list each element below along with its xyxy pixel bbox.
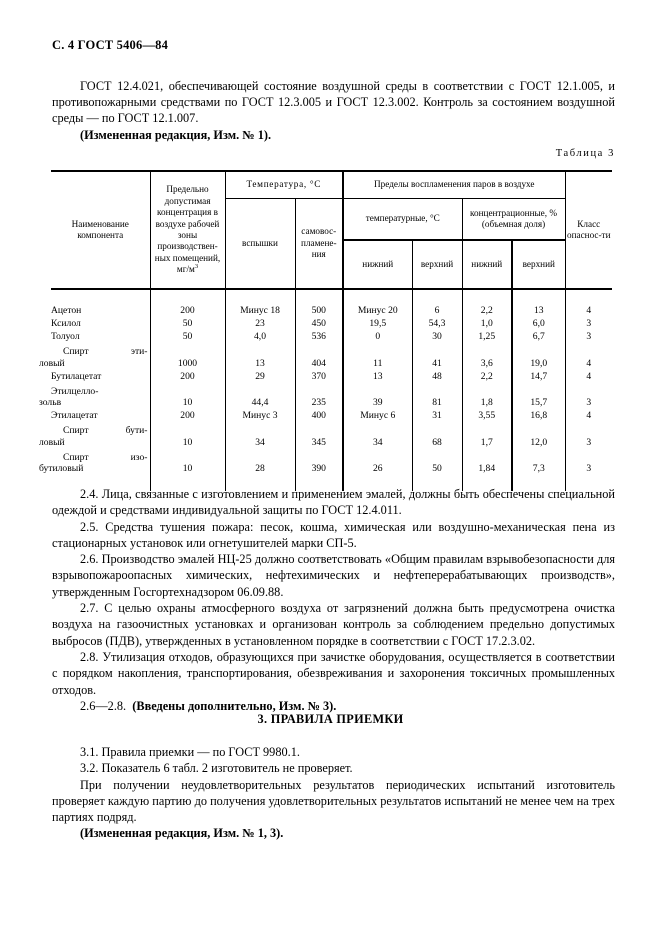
table-header-rule — [51, 289, 612, 303]
header-component: Наименование компонента — [51, 171, 150, 289]
cell-temp-upper: 31 — [412, 409, 462, 422]
header-mpc-superscript: 3 — [194, 263, 199, 271]
rule-cell-3 — [225, 289, 295, 303]
cell-temp-lower: Минус 6 — [343, 409, 412, 422]
section-3-title: 3. ПРАВИЛА ПРИЕМКИ — [257, 712, 404, 726]
cell-temp-lower: 11 — [343, 343, 412, 369]
cell-hazard: 4 — [565, 303, 612, 316]
cell-temp-upper: 68 — [412, 422, 462, 448]
header-temp-upper: верхний — [412, 240, 462, 289]
cell-temp-lower: 26 — [343, 448, 412, 474]
table-row — [51, 343, 612, 369]
header-hazard-class: Класс опаснос-ти — [565, 171, 612, 289]
cell-mpc: 1000 — [150, 343, 225, 369]
cell-autoignition: 370 — [295, 369, 343, 382]
header-conc-upper: верхний — [512, 240, 565, 289]
cell-hazard: 4 — [565, 369, 612, 382]
component-name-line-1: Спирт эти- — [63, 346, 148, 358]
header-autoignition-point: самовос-пламене-ния — [295, 199, 343, 290]
rule-cell-5 — [343, 289, 412, 303]
cell-flash: Минус 3 — [225, 409, 295, 422]
cell-conc-upper: 16,8 — [512, 409, 565, 422]
rule-cell-9 — [565, 289, 612, 303]
clause-note-bold: (Введены дополнительно, Изм. № 3). — [132, 698, 337, 713]
cell-temp-lower: 19,5 — [343, 316, 412, 329]
cell-conc-upper: 12,0 — [512, 422, 565, 448]
clause-3-1: 3.1. Правила приемки — по ГОСТ 9980.1. — [80, 745, 300, 759]
table-row — [51, 316, 612, 329]
cell-conc-lower: 1,8 — [462, 382, 512, 408]
header-temperature-limits: температурные, °С — [343, 199, 462, 241]
component-name-line-2: ловый — [39, 436, 65, 448]
cell-conc-upper: 13 — [512, 303, 565, 316]
cell-temp-upper: 50 — [412, 448, 462, 474]
cell-flash: 44,4 — [225, 382, 295, 408]
header-conc-lower: нижний — [462, 240, 512, 289]
cell-conc-lower: 2,2 — [462, 369, 512, 382]
rule-cell-6 — [412, 289, 462, 303]
header-concentration-limits: концентрационные, % (объемная доля) — [462, 199, 565, 241]
table-caption: Таблица 3 — [555, 148, 615, 159]
cell-autoignition: 390 — [295, 448, 343, 474]
cell-component-name — [51, 329, 150, 342]
cell-hazard: 4 — [565, 409, 612, 422]
cell-conc-lower: 2,2 — [462, 303, 512, 316]
component-name-line-2: бутиловый — [39, 463, 84, 475]
cell-component-name — [39, 382, 150, 409]
intro-paragraph-2: (Измененная редакция, Изм. № 1). — [80, 127, 272, 142]
component-name-line-2: зольв — [39, 397, 62, 409]
cell-mpc: 50 — [150, 316, 225, 329]
header-flash-point: вспышки — [225, 199, 295, 290]
cell-temp-upper: 81 — [412, 382, 462, 408]
cell-autoignition: 235 — [295, 382, 343, 408]
cell-mpc: 50 — [150, 329, 225, 342]
cell-component-name — [39, 448, 150, 475]
cell-conc-upper: 14,7 — [512, 369, 565, 382]
clause-3-2: 3.2. Показатель 6 табл. 2 изготовитель не проверяет. — [80, 761, 353, 776]
cell-component-name — [51, 409, 150, 422]
cell-hazard: 3 — [565, 448, 612, 474]
clause-2-5: 2.5. Средства тушения пожара: песок, кошма, химическая или воздушно-механическая пена из стационарных установок или огнетушителей марки СП-5. — [52, 519, 615, 550]
table-row — [51, 448, 612, 474]
cell-temp-lower: Минус 20 — [343, 303, 412, 316]
cell-temp-upper: 6 — [412, 303, 462, 316]
cell-conc-lower: 1,25 — [462, 329, 512, 342]
section-3-block — [52, 744, 615, 842]
cell-autoignition: 536 — [295, 329, 343, 342]
table-row — [51, 369, 612, 382]
section-3-note: (Измененная редакция, Изм. № 1, 3). — [80, 826, 284, 841]
table-header-row-1 — [51, 171, 612, 199]
cell-mpc: 200 — [150, 303, 225, 316]
component-name-line-1: Спирт бути- — [63, 425, 148, 437]
table-row — [51, 382, 612, 408]
cell-mpc: 10 — [150, 422, 225, 448]
clause-3-3: При получении неудовлетворительных результатов периодических испытаний изготовитель проверяет каждую партию до получения удовлетворительных результатов испытаний не менее чем на трех партиях подряд. — [52, 777, 615, 825]
cell-mpc: 200 — [150, 369, 225, 382]
component-name-line-1: Спирт изо- — [63, 451, 148, 463]
cell-hazard: 3 — [565, 422, 612, 448]
cell-hazard: 3 — [565, 382, 612, 408]
cell-mpc: 10 — [150, 448, 225, 474]
cell-conc-lower: 3,55 — [462, 409, 512, 422]
cell-temp-upper: 41 — [412, 343, 462, 369]
cell-temp-lower: 34 — [343, 422, 412, 448]
component-name-line-1: Ацетон — [51, 304, 82, 316]
rule-cell-2 — [150, 289, 225, 303]
cell-flash: 34 — [225, 422, 295, 448]
cell-conc-lower: 1,0 — [462, 316, 512, 329]
clause-2-6: 2.6. Производство эмалей НЦ-25 должно соответствовать «Общим правилам взрывобезопасности для взрывопожароопасных химических, нефтехимических и нефтеперерабатывающих производств», утвержденным Госгортехнадзором 06.09.88. — [52, 552, 615, 599]
component-name-line-1: Ксилол — [51, 317, 81, 329]
intro-paragraph-1: ГОСТ 12.4.021, обеспечивающей состояние воздушной среды в соответствии с ГОСТ 12.1.005, и противопожарными средствами по ГОСТ 12.3.005 и ГОСТ 12.3.002. Контроль за состоянием воздушной среды — по ГОСТ 12.1.007. — [52, 79, 615, 126]
cell-conc-upper: 6,0 — [512, 316, 565, 329]
cell-autoignition: 345 — [295, 422, 343, 448]
cell-temp-upper: 54,3 — [412, 316, 462, 329]
cell-flash: 13 — [225, 343, 295, 369]
cell-conc-upper: 19,0 — [512, 343, 565, 369]
cell-autoignition: 450 — [295, 316, 343, 329]
cell-mpc: 200 — [150, 409, 225, 422]
cell-temp-upper: 48 — [412, 369, 462, 382]
table-row — [51, 303, 612, 316]
table-row — [51, 329, 612, 342]
cell-temp-lower: 0 — [343, 329, 412, 342]
header-temperature: Температура, °С — [225, 171, 343, 199]
running-head: С. 4 ГОСТ 5406—84 — [52, 38, 169, 52]
rule-cell-1 — [51, 289, 150, 303]
rule-cell-7 — [462, 289, 512, 303]
component-name-line-1: Этилцелло- — [51, 385, 99, 397]
header-ignition-limits: Пределы воспламенения паров в воздухе — [343, 171, 565, 199]
cell-temp-lower: 13 — [343, 369, 412, 382]
cell-component-name — [51, 316, 150, 329]
cell-autoignition: 500 — [295, 303, 343, 316]
clause-2-4: 2.4. Лица, связанные с изготовлением и применением эмалей, должны быть обеспечены специальной одеждой и средствами индивидуальной защиты по ГОСТ 12.4.011. — [52, 487, 615, 518]
cell-temp-lower: 39 — [343, 382, 412, 408]
cell-flash: 29 — [225, 369, 295, 382]
intro-text-block — [52, 78, 615, 143]
cell-hazard: 3 — [565, 316, 612, 329]
cell-flash: Минус 18 — [225, 303, 295, 316]
header-mpc — [150, 171, 225, 289]
cell-component-name — [51, 303, 150, 316]
cell-flash: 23 — [225, 316, 295, 329]
table-3-container — [39, 170, 612, 491]
table-body — [39, 303, 612, 475]
header-mpc-text: Предельно допустимая концентрация в воздухе рабочей зоны производствен-ных помещений, мг/м — [154, 184, 221, 275]
component-name-line-1: Бутилацетат — [51, 370, 102, 382]
cell-flash: 4,0 — [225, 329, 295, 342]
cell-autoignition: 404 — [295, 343, 343, 369]
clause-note-range: 2.6—2.8. — [80, 698, 133, 713]
cell-autoignition: 400 — [295, 409, 343, 422]
cell-conc-upper: 15,7 — [512, 382, 565, 408]
component-name-line-2: ловый — [39, 357, 65, 369]
cell-hazard: 4 — [565, 343, 612, 369]
component-name-line-1: Этилацетат — [51, 410, 98, 422]
table-row — [51, 422, 612, 448]
cell-hazard: 3 — [565, 329, 612, 342]
cell-flash: 28 — [225, 448, 295, 474]
cell-component-name — [39, 343, 150, 369]
table-row — [51, 409, 612, 422]
cell-conc-lower: 1,7 — [462, 422, 512, 448]
clauses-block — [52, 486, 615, 714]
rule-cell-4 — [295, 289, 343, 303]
cell-component-name — [51, 369, 150, 382]
cell-component-name — [39, 422, 150, 448]
cell-conc-upper: 6,7 — [512, 329, 565, 342]
header-temp-lower: нижний — [343, 240, 412, 289]
cell-mpc: 10 — [150, 382, 225, 408]
rule-cell-8 — [512, 289, 565, 303]
cell-conc-lower: 3,6 — [462, 343, 512, 369]
cell-conc-lower: 1,84 — [462, 448, 512, 474]
clause-2-8: 2.8. Утилизация отходов, образующихся при зачистке оборудования, осуществляется в соответствии с порядком накопления, транспортирования, обезвреживания и захоронения токсичных промышленных отходов. — [52, 649, 615, 697]
table-3 — [39, 170, 612, 491]
cell-conc-upper: 7,3 — [512, 448, 565, 474]
clause-2-7: 2.7. С целью охраны атмосферного воздуха от загрязнений должна быть предусмотрена очистка воздуха на газоочистных установках и организован контроль за соблюдением предельно допустимых выбросов (ПДВ), утвержденных в установленном порядке в соответствии с ГОСТ 17.2.3.02. — [52, 601, 615, 648]
component-name-line-1: Толуол — [51, 331, 80, 343]
cell-temp-upper: 30 — [412, 329, 462, 342]
